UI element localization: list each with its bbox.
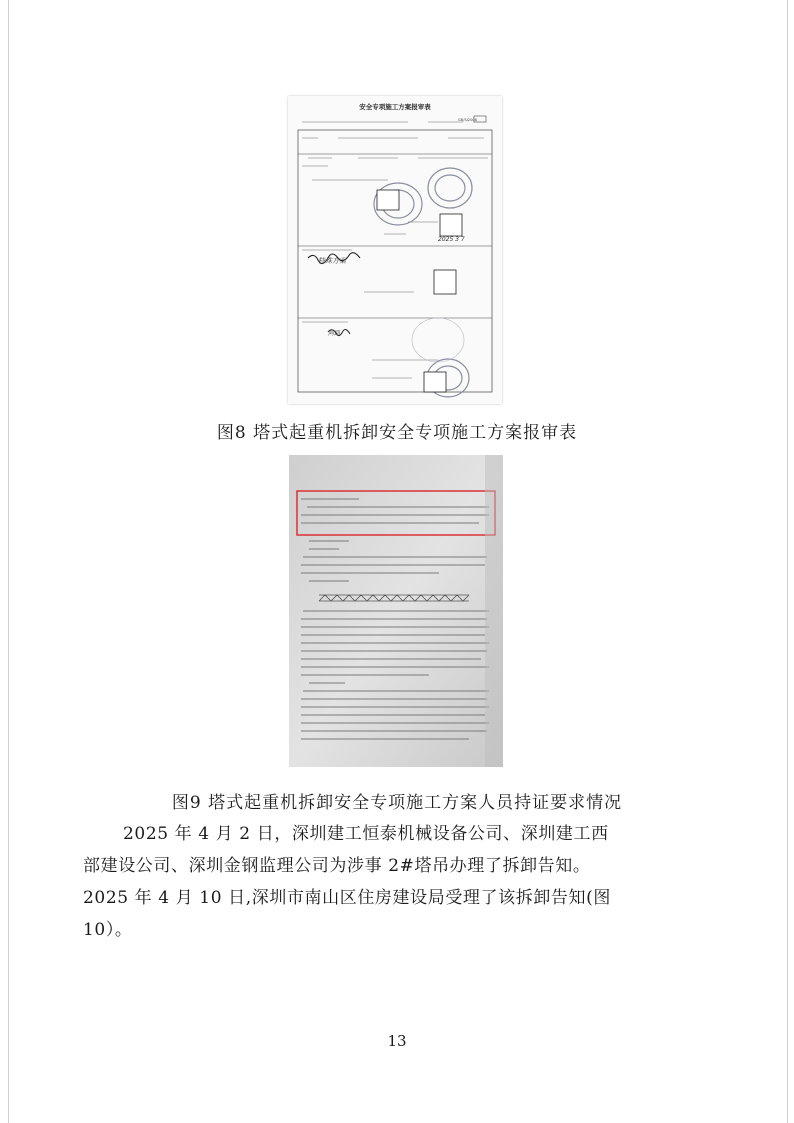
paragraph-line-4: 10）。 xyxy=(83,920,133,940)
scan-page-drawing xyxy=(289,455,503,767)
form-title: 安全专项施工方案报审表 xyxy=(359,103,431,111)
figure-8-image xyxy=(288,96,502,404)
paragraph-line-3: 2025 年 4 月 10 日,深圳市南山区住房建设局受理了该拆卸告知(图 xyxy=(83,888,611,908)
body-paragraph xyxy=(83,818,713,946)
figure-8-caption: 图8 塔式起重机拆卸安全专项施工方案报审表 xyxy=(216,423,578,443)
figure-9-image xyxy=(289,455,503,767)
figure-9-caption: 图9 塔式起重机拆卸安全专项施工方案人员持证要求情况 xyxy=(171,793,623,813)
form-scan-drawing xyxy=(288,96,502,404)
page-edge-left xyxy=(8,0,9,1123)
handwritten-signature-1: 特殊方案 xyxy=(318,257,346,265)
paragraph-line-1: 2025 年 4 月 2 日，深圳建工恒泰机械设备公司、深圳建工西 xyxy=(123,824,609,844)
page-edge-right xyxy=(787,0,788,1123)
paragraph-line-2: 部建设公司、深圳金钢监理公司为涉事 2#塔吊办理了拆卸告知。 xyxy=(83,856,591,876)
handwritten-signature-2: 阿路 xyxy=(328,330,341,337)
page-number: 13 xyxy=(387,1032,407,1050)
form-code: GB/SJ2008 xyxy=(458,118,477,122)
form-date-note: 2025 3 7 xyxy=(438,236,465,243)
